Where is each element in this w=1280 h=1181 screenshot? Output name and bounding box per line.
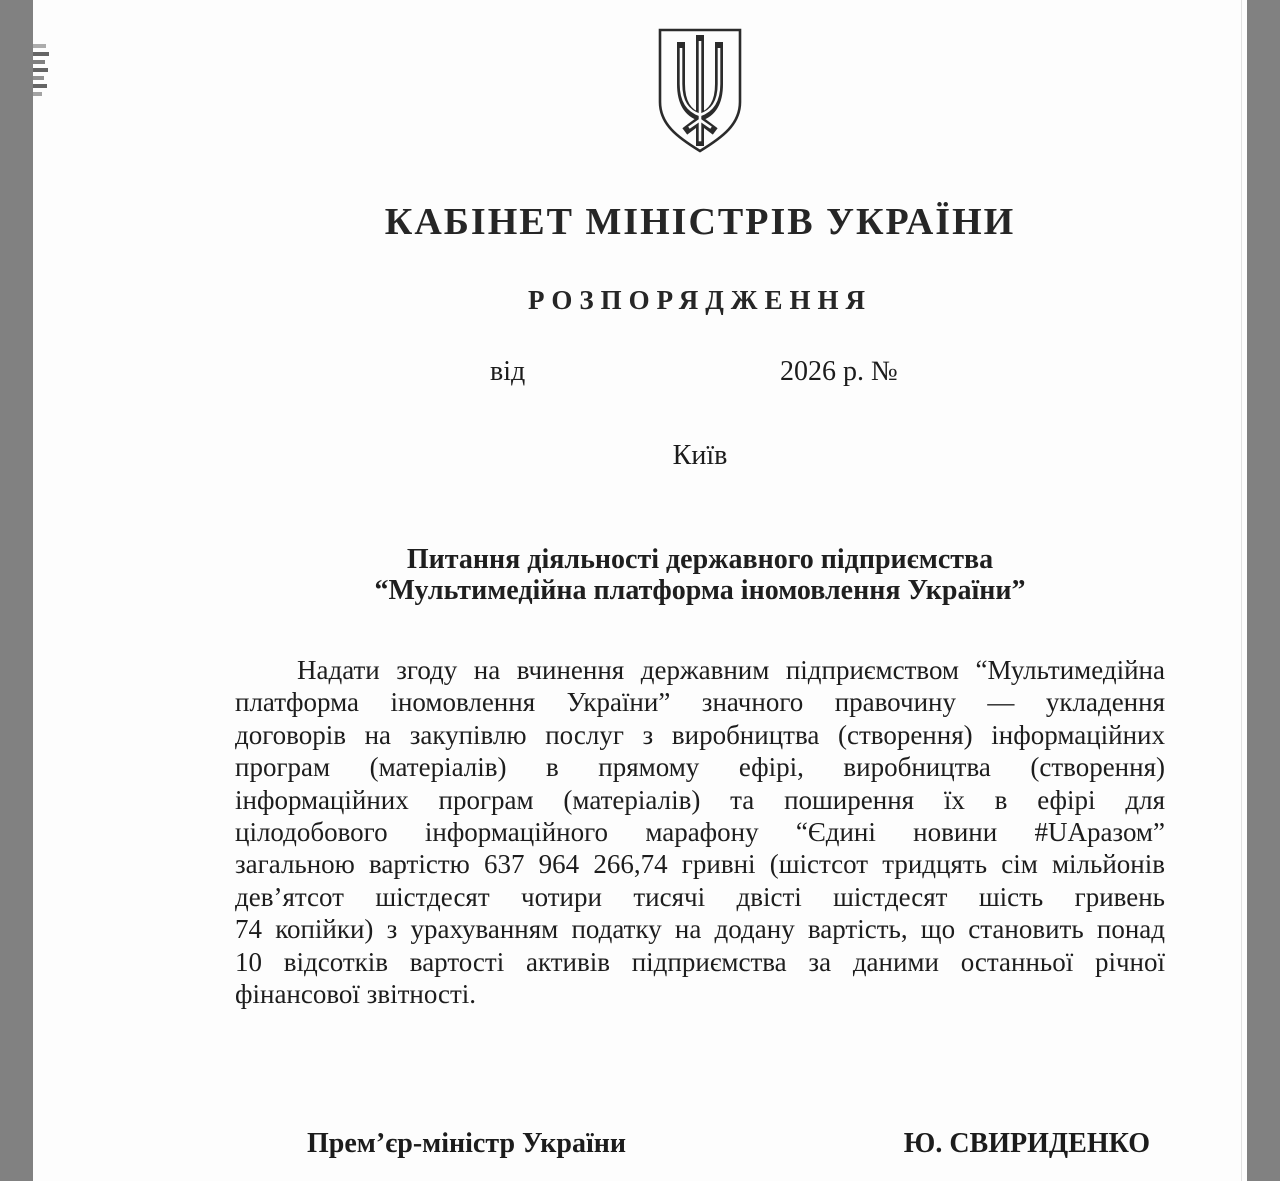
document-title — [235, 544, 1165, 606]
signer-name-label: Ю. СВИРИДЕНКО — [903, 1128, 1150, 1160]
date-number-label: 2026 р. № — [780, 356, 898, 387]
org-name-heading: КАБІНЕТ МІНІСТРІВ УКРАЇНИ — [384, 201, 1016, 243]
body-line: дев’ятсот шістдесят чотири тисячі двісті шістдесят шість гривень — [235, 881, 1165, 912]
body-line: фінансової звітності. — [235, 979, 477, 1010]
document-title-line2: “Мультимедійна платформа іномовлення України” — [374, 575, 1026, 606]
signature-row — [235, 1128, 1165, 1160]
document-page — [33, 0, 1247, 1181]
date-row — [235, 356, 1165, 388]
page-edge-shadow — [1241, 0, 1242, 1181]
city-label: Київ — [672, 440, 728, 471]
signer-position-label: Прем’єр-міністр України — [307, 1128, 627, 1160]
body-line: платформа іномовлення України” значного правочину — укладення — [235, 687, 1165, 718]
scan-smudge-artifact — [33, 44, 51, 100]
ukraine-trident-emblem-icon — [650, 25, 750, 157]
body-line: Надати згоду на вчинення державним підприємством “Мультимедійна — [297, 655, 1165, 685]
body-line: загальною вартістю 637 964 266,74 гривні (шістсот тридцять сім мільйонів — [235, 849, 1165, 880]
document-type-heading: РОЗПОРЯДЖЕННЯ — [527, 285, 873, 315]
document-title-line1: Питання діяльності державного підприємства — [406, 544, 994, 575]
body-line: інформаційних програм (матеріалів) та поширення їх в ефірі для — [235, 784, 1165, 815]
body-line: 74 копійки) з урахуванням податку на додану вартість, що становить понад — [235, 914, 1165, 945]
body-line: 10 відсотків вартості активів підприємства за даними останньої річної — [235, 946, 1165, 977]
date-prefix-label: від — [490, 356, 526, 387]
document-content — [235, 0, 1165, 1160]
body-line: цілодобового інформаційного марафону “Єдині новини #UAразом” — [235, 817, 1165, 848]
body-line: договорів на закупівлю послуг з виробництва (створення) інформаційних — [235, 719, 1165, 750]
emblem-container — [235, 0, 1165, 162]
body-paragraph — [235, 654, 1165, 1010]
body-line: програм (матеріалів) в прямому ефірі, виробництва (створення) — [235, 752, 1165, 783]
